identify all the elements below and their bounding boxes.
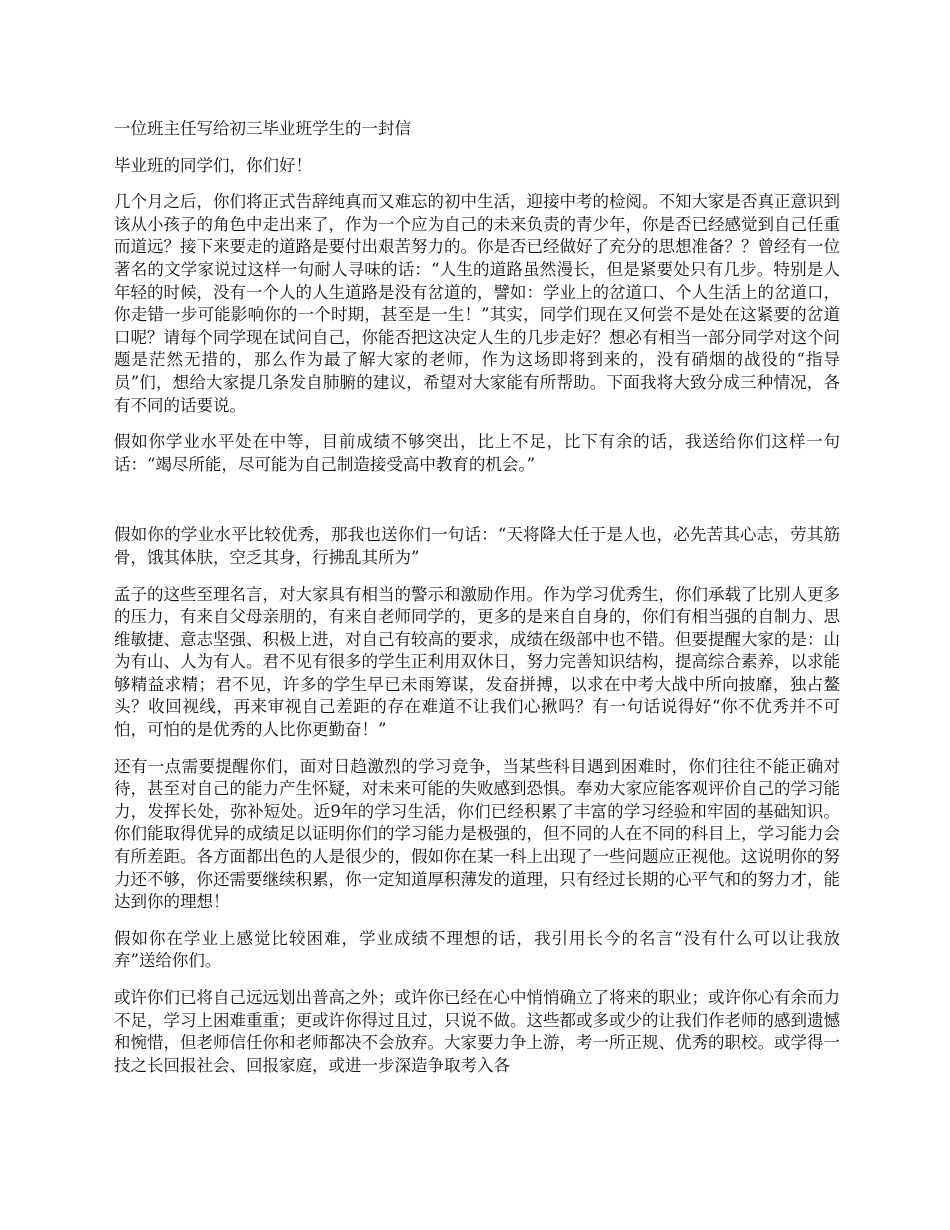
letter-page bbox=[114, 118, 840, 1091]
paragraph-intro: 几个月之后，你们将正式告辞纯真而又难忘的初中生活，迎接中考的检阅。不知大家是否真正意识到该从小孩子的角色中走出来了，作为一个应为自己的未来负责的青少年，你是否已经感觉到自己任重而道远？接下来要走的道路是要付出艰苦努力的。你是否已经做好了充分的思想准备？？曾经有一位著名的文学家说过这样一句耐人寻味的话：“人生的道路虽然漫长，但是紧要处只有几步。特别是人年轻的时候，没有一个人的人生道路是没有岔道的，譬如：学业上的岔道口、个人生活上的岔道口，你走错一步可能影响你的一个时期，甚至是一生！”其实，同学们现在又何尝不是处在这紧要的岔道口呢？请每个同学现在试问自己，你能否把这决定人生的几步走好？想必有相当一部分同学对这个问题是茫然无措的，那么作为最了解大家的老师，作为这场即将到来的，没有硝烟的战役的“指导员”们，想给大家提几条发自肺腑的建议，希望对大家能有所帮助。下面我将大致分成三种情况，各有不同的话要说。 bbox=[114, 192, 840, 415]
paragraph-closing: 或许你们已将自己远远划出普高之外；或许你已经在心中悄悄确立了将来的职业；或许你心有余而力不足，学习上困难重重；更或许你得过且过，只说不做。这些都或多或少的让我们作老师的感到遗憾和惋惜，但老师信任你和老师都决不会放弃。大家要力争上游，考一所正规、优秀的职校。或学得一技之长回报社会、回报家庭，或进一步深造争取考入各 bbox=[114, 988, 840, 1075]
letter-title: 一位班主任写给初三毕业班学生的一封信 bbox=[114, 119, 411, 138]
paragraph-average-students: 假如你学业水平处在中等，目前成绩不够突出，比上不足，比下有余的话，我送给你们这样一句话：“竭尽所能，尽可能为自己制造接受高中教育的机会。” bbox=[114, 432, 840, 474]
letter-greeting: 毕业班的同学们，你们好！ bbox=[114, 155, 312, 175]
section-gap bbox=[114, 490, 840, 524]
paragraph-excellent-students: 假如你的学业水平比较优秀，那我也送你们一句话：“天将降大任于是人也，必先苦其心志，劳其筋骨，饿其体肤，空乏其身，行拂乱其所为” bbox=[114, 525, 840, 567]
paragraph-struggling-students: 假如你在学业上感觉比较困难，学业成绩不理想的话，我引用长今的名言“没有什么可以让我放弃”送给你们。 bbox=[114, 928, 840, 971]
paragraph-reminder: 还有一点需要提醒你们，面对日趋激烈的学习竞争，当某些科目遇到困难时，你们往往不能正确对待，甚至对自己的能力产生怀疑，对未来可能的失败感到恐惧。奉劝大家应能客观评价自己的学习能力，发挥长处，弥补短处。近9年的学习生活，你们已经积累了丰富的学习经验和牢固的基础知识。你们能取得优异的成绩足以证明你们的学习能力是极强的，但不同的人在不同的科目上，学习能力会有所差距。各方面都出色的人是很少的，假如你在某一科上出现了一些问题应正视他。这说明你的努力还不够，你还需要继续积累，你一定知道厚积薄发的道理，只有经过长期的心平气和的努力才，能达到你的理想！ bbox=[114, 756, 840, 912]
paragraph-mencius: 孟子的这些至理名言，对大家具有相当的警示和激励作用。作为学习优秀生，你们承载了比别人更多的压力，有来自父母亲朋的，有来自老师同学的，更多的是来自自身的，你们有相当强的自制力、思维敏捷、意志坚强、积极上进，对自己有较高的要求，成绩在级部中也不错。但要提醒大家的是：山为有山、人为有人。君不见有很多的学生正利用双休日，努力完善知识结构，提高综合素养，以求能够精益求精；君不见，许多的学生早已未雨筹谋，发奋拼搏，以求在中考大战中所向披靡，独占鳌头？收回视线，再来审视自己差距的存在难道不让我们心揪吗？有一句话说得好“你不优秀并不可怕，可怕的是优秀的人比你更勤奋！” bbox=[114, 584, 840, 740]
